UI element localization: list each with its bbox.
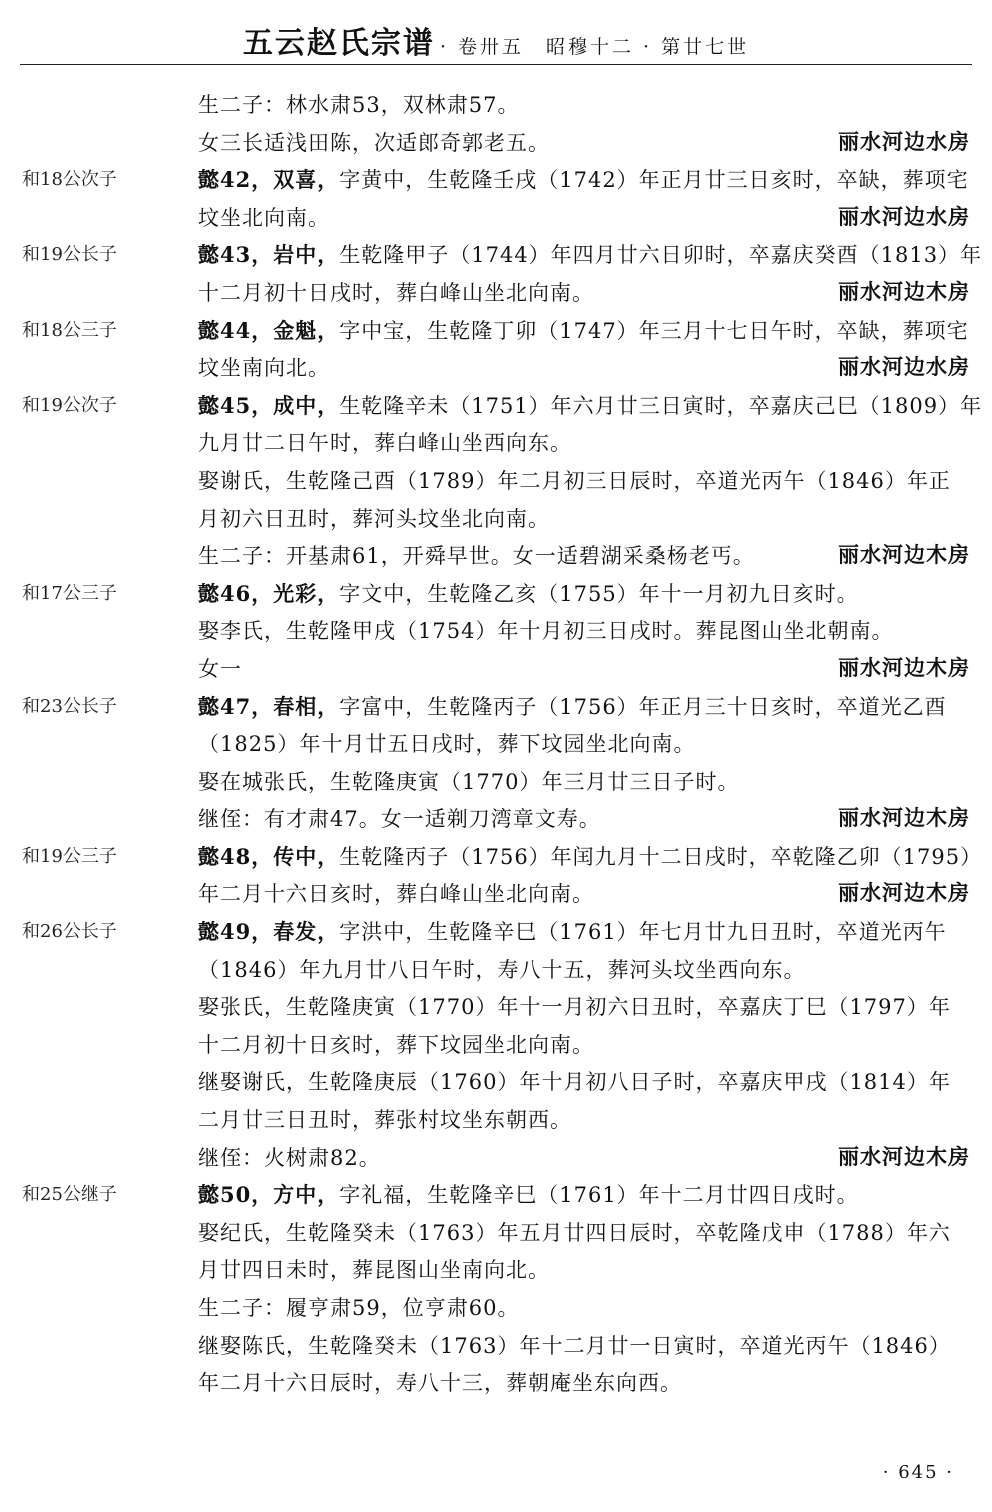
entry-line xyxy=(0,875,992,913)
entry-body: 坟坐北向南。 xyxy=(198,205,330,230)
entry-text xyxy=(198,800,601,839)
entry-line xyxy=(0,424,992,462)
entry-text xyxy=(198,424,572,463)
entry-body: （1846）年九月廿八日午时，寿八十五，葬河头坟坐西向东。 xyxy=(198,957,806,982)
entry-body: 娶在城张氏，生乾隆庚寅（1770）年三月廿三日子时。 xyxy=(198,769,740,794)
entry-body: 继娶谢氏，生乾隆庚辰（1760）年十月初八日子时，卒嘉庆甲戌（1814）年 xyxy=(198,1070,951,1095)
entry-line xyxy=(0,236,992,274)
entry-text xyxy=(198,913,947,952)
entry-text xyxy=(198,763,739,802)
entry-line xyxy=(0,1139,992,1177)
entry-body: 继娶陈氏，生乾隆癸未（1763）年十二月廿一日寅时，卒道光丙午（1846） xyxy=(198,1333,951,1358)
entry-text xyxy=(198,1251,550,1290)
entry-line xyxy=(0,913,992,951)
lineage-note: 和19公三子 xyxy=(22,845,117,867)
entry-line xyxy=(0,500,992,538)
person-name: 懿42，双喜， xyxy=(198,167,340,193)
entry-text xyxy=(198,688,947,727)
entry-body: 坟坐南向北。 xyxy=(198,356,330,381)
entry-line xyxy=(0,124,992,162)
entry-line xyxy=(0,1251,992,1289)
person-name: 懿47，春相， xyxy=(198,693,340,719)
page-header xyxy=(0,18,992,62)
entry-line xyxy=(0,387,992,425)
lineage-note: 和26公长子 xyxy=(22,921,117,943)
entry-text xyxy=(198,124,550,163)
entry-text xyxy=(198,500,550,539)
entry-line xyxy=(0,650,992,688)
entry-text xyxy=(198,387,982,426)
entry-body: 九月廿二日午时，葬白峰山坐西向东。 xyxy=(198,431,572,456)
person-name: 懿45，成中， xyxy=(198,392,340,418)
house-branch: 丽水河边水房 xyxy=(838,129,970,154)
entry-text xyxy=(198,988,951,1027)
entry-body: 月初六日丑时，葬河头坟坐北向南。 xyxy=(198,506,550,531)
entry-line xyxy=(0,725,992,763)
house-branch: 丽水河边木房 xyxy=(838,1144,970,1169)
entry-text xyxy=(198,1176,859,1215)
entry-text xyxy=(198,575,859,614)
house-branch: 丽水河边水房 xyxy=(838,355,970,380)
entry-body: 字洪中，生乾隆辛巳（1761）年七月廿九日丑时，卒道光丙午 xyxy=(339,920,947,945)
entry-text xyxy=(198,725,695,764)
entry-body: 年二月十六日辰时，寿八十三，葬朝庵坐东向西。 xyxy=(198,1371,682,1396)
page-number: · 645 · xyxy=(882,1462,954,1483)
entry-line xyxy=(0,575,992,613)
entry-text xyxy=(198,875,594,914)
entry-body: 字中宝，生乾隆丁卯（1747）年三月十七日午时，卒缺，葬项宅 xyxy=(339,318,969,343)
house-branch: 丽水河边木房 xyxy=(838,279,970,304)
entry-line xyxy=(0,312,992,350)
entry-text xyxy=(198,1214,951,1253)
house-branch: 丽水河边木房 xyxy=(838,543,970,568)
house-branch: 丽水河边木房 xyxy=(838,881,970,906)
entry-text xyxy=(198,236,982,275)
lineage-note: 和18公次子 xyxy=(22,169,117,191)
header-rule xyxy=(20,64,972,65)
entry-body: （1825）年十月廿五日戌时，葬下坟园坐北向南。 xyxy=(198,732,696,757)
house-branch: 丽水河边木房 xyxy=(838,806,970,831)
entry-body: 生乾隆甲子（1744）年四月廿六日卯时，卒嘉庆癸酉（1813）年 xyxy=(339,243,983,268)
entry-body: 字富中，生乾隆丙子（1756）年正月三十日亥时，卒道光乙酉 xyxy=(339,694,947,719)
entry-body: 生二子：林水肃53，双林肃57。 xyxy=(198,93,520,117)
entry-body: 生二子：开基肃61，开舜早世。女一适碧湖采桑杨老丐。 xyxy=(198,544,755,569)
entry-line xyxy=(0,274,992,312)
entry-text xyxy=(198,349,330,388)
entry-line xyxy=(0,763,992,801)
entry-body: 继侄：有才肃47。女一适剃刀湾章文寿。 xyxy=(198,807,601,832)
entry-body: 继侄：火树肃82。 xyxy=(198,1145,381,1170)
entry-line xyxy=(0,1214,992,1252)
entry-line xyxy=(0,688,992,726)
entry-text xyxy=(198,1364,682,1403)
entry-text xyxy=(198,1327,951,1366)
entry-body: 字黄中，生乾隆壬戌（1742）年正月廿三日亥时，卒缺，葬项宅 xyxy=(339,168,969,193)
entry-line xyxy=(0,199,992,237)
entry-body: 女一 xyxy=(198,656,242,681)
entry-line xyxy=(0,1063,992,1101)
entry-body: 二月廿三日丑时，葬张村坟坐东朝西。 xyxy=(198,1108,572,1133)
entry-line xyxy=(0,161,992,199)
entry-body: 字礼福，生乾隆辛巳（1761）年十二月廿四日戌时。 xyxy=(339,1183,859,1208)
genealogy-title: 五云赵氏宗谱 xyxy=(242,26,435,61)
entry-body: 月廿四日未时，葬昆图山坐南向北。 xyxy=(198,1258,550,1283)
entry-text xyxy=(198,612,893,651)
entry-text xyxy=(198,86,519,125)
entry-line xyxy=(0,1327,992,1365)
entry-line xyxy=(0,988,992,1026)
person-name: 懿43，岩中， xyxy=(198,242,340,268)
lineage-note: 和25公继子 xyxy=(22,1184,117,1206)
house-branch: 丽水河边水房 xyxy=(838,204,970,229)
lineage-note: 和17公三子 xyxy=(22,582,117,604)
person-name: 懿49，春发， xyxy=(198,919,340,945)
entry-body: 娶李氏，生乾隆甲戌（1754）年十月初三日戌时。葬昆图山坐北朝南。 xyxy=(198,619,894,644)
house-branch: 丽水河边木房 xyxy=(838,655,970,680)
entry-line xyxy=(0,462,992,500)
lineage-note: 和19公次子 xyxy=(22,394,117,416)
entry-text xyxy=(198,1289,519,1328)
entry-text xyxy=(198,312,969,351)
entry-body: 十二月初十日戌时，葬白峰山坐北向南。 xyxy=(198,280,594,305)
entry-body: 十二月初十日亥时，葬下坟园坐北向南。 xyxy=(198,1032,594,1057)
entry-text xyxy=(198,951,805,990)
entry-line xyxy=(0,838,992,876)
entry-text xyxy=(198,1101,572,1140)
entry-text xyxy=(198,274,594,313)
lineage-note: 和18公三子 xyxy=(22,319,117,341)
person-name: 懿44，金魁， xyxy=(198,317,340,343)
entry-body: 生乾隆辛未（1751）年六月廿三日寅时，卒嘉庆己巳（1809）年 xyxy=(339,393,983,418)
entry-line xyxy=(0,951,992,989)
volume-subtitle: · 卷卅五 昭穆十二 · 第廿七世 xyxy=(439,36,750,58)
entry-body: 年二月十六日亥时，葬白峰山坐北向南。 xyxy=(198,882,594,907)
entry-line xyxy=(0,612,992,650)
entry-text xyxy=(198,1139,381,1178)
entry-text xyxy=(198,1026,594,1065)
lineage-note: 和19公长子 xyxy=(22,244,117,266)
entry-text xyxy=(198,650,242,689)
entry-text xyxy=(198,199,330,238)
lineage-note: 和23公长子 xyxy=(22,695,117,717)
entry-line xyxy=(0,1026,992,1064)
entry-body: 娶张氏，生乾隆庚寅（1770）年十一月初六日丑时，卒嘉庆丁巳（1797）年 xyxy=(198,995,951,1020)
entry-line xyxy=(0,1176,992,1214)
entry-text xyxy=(198,161,969,200)
entry-text xyxy=(198,1063,951,1102)
entry-text xyxy=(198,838,982,877)
entry-line xyxy=(0,1364,992,1402)
person-name: 懿48，传中， xyxy=(198,843,340,869)
entry-body: 女三长适浅田陈，次适郎奇郭老五。 xyxy=(198,130,550,155)
entry-line xyxy=(0,1289,992,1327)
entry-body: 字文中，生乾隆乙亥（1755）年十一月初九日亥时。 xyxy=(339,581,859,606)
entry-line xyxy=(0,537,992,575)
entry-line xyxy=(0,800,992,838)
entry-body: 娶谢氏，生乾隆己酉（1789）年二月初三日辰时，卒道光丙午（1846）年正 xyxy=(198,468,951,493)
person-name: 懿50，方中， xyxy=(198,1182,340,1208)
genealogy-entries xyxy=(0,86,992,1402)
entry-line xyxy=(0,349,992,387)
entry-line xyxy=(0,86,992,124)
entry-body: 生二子：履亨肃59，位亨肃60。 xyxy=(198,1296,520,1320)
entry-body: 娶纪氏，生乾隆癸未（1763）年五月廿四日辰时，卒乾隆戊申（1788）年六 xyxy=(198,1220,951,1245)
entry-text xyxy=(198,462,951,501)
person-name: 懿46，光彩， xyxy=(198,580,340,606)
entry-line xyxy=(0,1101,992,1139)
entry-body: 生乾隆丙子（1756）年闰九月十二日戌时，卒乾隆乙卯（1795） xyxy=(339,844,983,869)
entry-text xyxy=(198,537,755,576)
